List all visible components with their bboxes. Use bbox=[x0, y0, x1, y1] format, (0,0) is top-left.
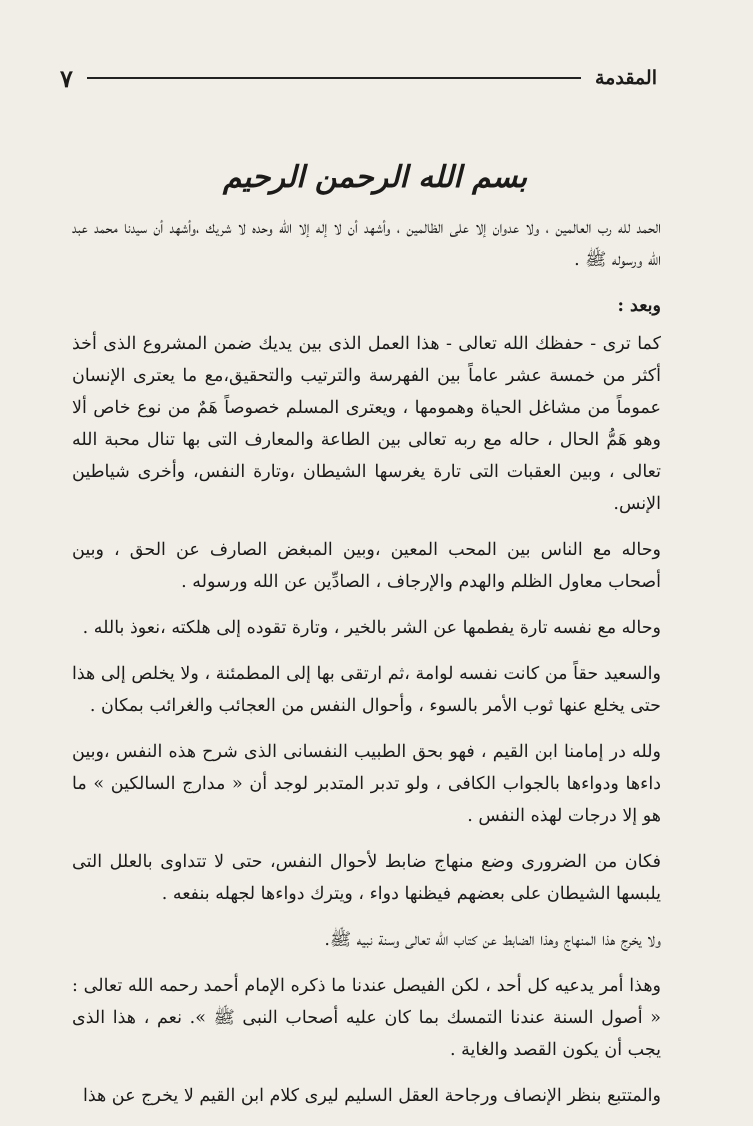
paragraph: ولا يخرج هذا المنهاج وهذا الضابط عن كتاب الله تعالى وسنة نبيه ﷺ. bbox=[324, 930, 661, 950]
running-header bbox=[60, 62, 657, 94]
paragraph: وهذا أمر يدعيه كل أحد ، لكن الفيصل عندنا ما ذكره الإمام أحمد رحمه الله تعالى : « أصول السنة عندنا التمسك بما كان عليه أصحاب النبى ﷺ ». نعم ، هذا الذى يجب أن يكون القصد والغاية . bbox=[72, 976, 661, 1060]
body-text bbox=[72, 212, 661, 1126]
paragraph: كما ترى - حفظك الله تعالى - هذا العمل الذى بين يديك ضمن المشروع الذى أخذ أكثر من خمسة عشر عاماً بين الفهرسة والترتيب والتحقيق،مع ما يعترى الإنسان عموماً من مشاغل الحياة وهمومها ، ويعترى المسلم خصوصاً هَمٌ من نوع خاص ألا وهو هَمُّ الحال ، حاله مع ربه تعالى بين الطاعة والمعارف التى بها تنال محبة الله تعالى ، وبين العقبات التى تارة يغرسها الشيطان ،وتارة النفس، وأخرى شياطين الإنس. bbox=[72, 334, 661, 514]
paragraph-heading: وبعد : bbox=[617, 296, 661, 316]
basmala-calligraphy: بسم الله الرحمن الرحيم bbox=[222, 160, 528, 195]
paragraph: فكان من الضرورى وضع منهاج ضابط لأحوال النفس، حتى لا تتداوى بالعلل التى يلبسها الشيطان على بعضهم فيظنها دواء ، ويترك دواءها لجهله بنفعه . bbox=[72, 852, 661, 904]
paragraph: وحاله مع نفسه تارة يفطمها عن الشر بالخير ، وتارة تقوده إلى هلكته ،نعوذ بالله . bbox=[82, 618, 661, 638]
page-number: ٧ bbox=[60, 63, 73, 93]
paragraph: ولله در إمامنا ابن القيم ، فهو بحق الطبيب النفسانى الذى شرح هذه النفس ،وبين داءها ودواءها بالجواب الكافى ، ولو تدبر المتدبر لوجد أن « مدارج السالكين » ما هو إلا درجات لهذه النفس . bbox=[72, 742, 661, 826]
header-rule bbox=[87, 77, 581, 79]
paragraph: وحاله مع الناس بين المحب المعين ،وبين المبغض الصارف عن الحق ، وبين أصحاب معاول الظلم والهدم والإرجاف ، الصادِّين عن الله ورسوله . bbox=[72, 540, 661, 592]
paragraph: والمتتبع بنظر الإنصاف ورجاحة العقل السليم ليرى كلام ابن القيم لا يخرج عن هذا bbox=[82, 1086, 661, 1106]
chapter-title: المقدمة bbox=[594, 67, 657, 89]
paragraph: الحمد لله رب العالمين ، ولا عدوان إلا على الظالمين ، وأشهد أن لا إله إلا الله وحده لا شريك ،وأشهد أن سيدنا محمد عبد الله ورسوله ﷺ . bbox=[72, 218, 661, 270]
paragraph: والسعيد حقاً من كانت نفسه لوامة ،ثم ارتقى بها إلى المطمئنة ، ولا يخلص إلى هذا حتى يخلع عنها ثوب الأمر بالسوء ، وأحوال النفس من العجائب والغرائب بمكان . bbox=[72, 664, 661, 716]
